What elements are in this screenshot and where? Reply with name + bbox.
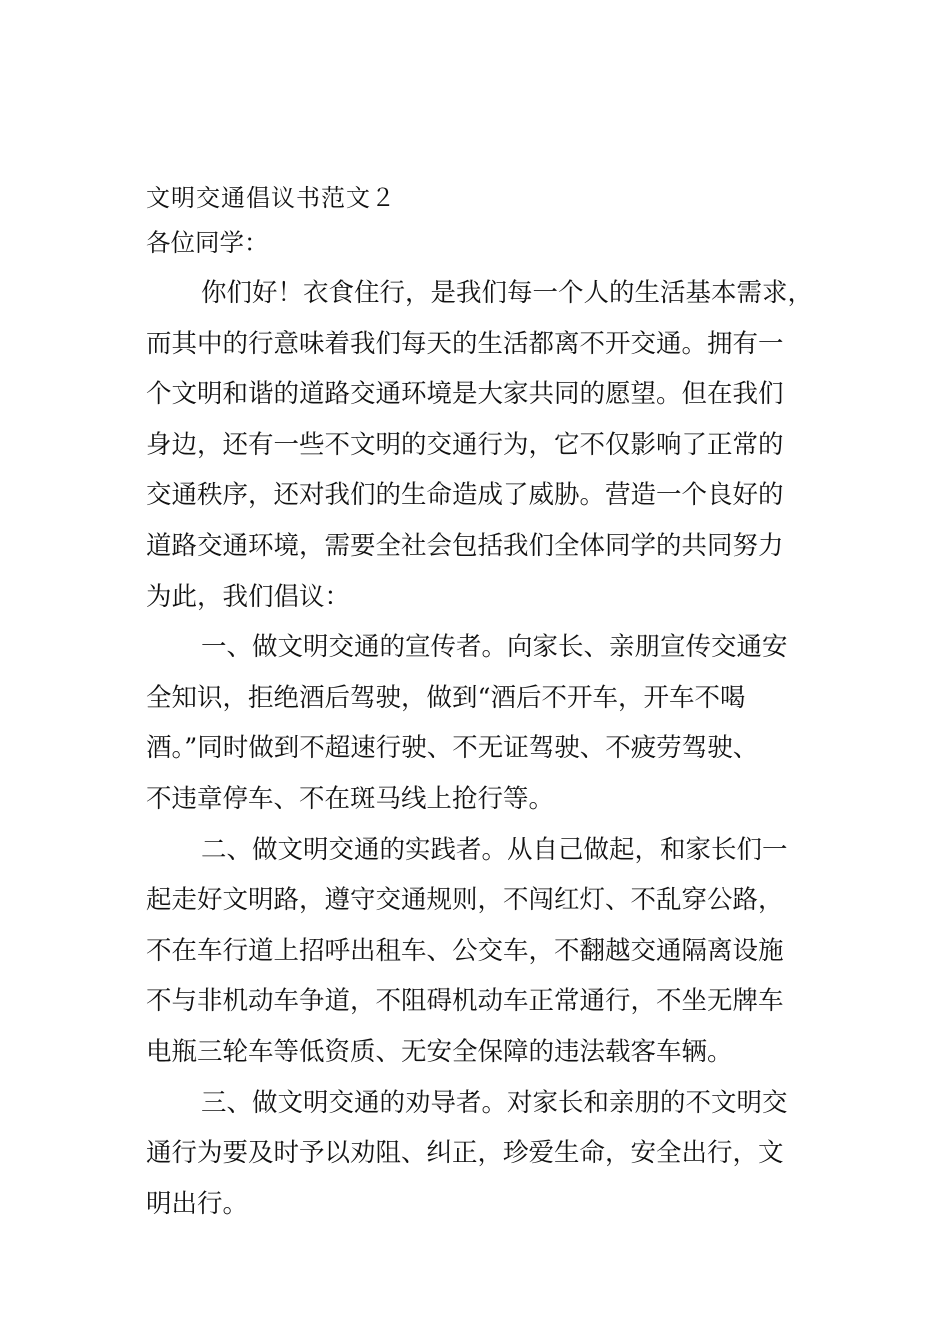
paragraph-line: 为此，我们倡议：	[146, 581, 351, 612]
paragraph-proposal-1	[146, 622, 836, 824]
paragraph-line: 三、做文明交通的劝导者。对家长和亲朋的不文明交	[201, 1087, 788, 1118]
paragraph-line: 你们好！衣食住行，是我们每一个人的生活基本需求，	[201, 278, 814, 308]
paragraph-line: 道路交通环境，需要全社会包括我们全体同学的共同努力	[146, 530, 784, 561]
paragraph-line: 一、做文明交通的宣传者。向家长、亲朋宣传交通安	[201, 632, 788, 663]
paragraph-greeting	[146, 268, 836, 622]
document-title: 文明交通倡议书范文２	[146, 184, 396, 212]
paragraph-proposal-2	[146, 825, 836, 1078]
paragraph-line: 不违章停车、不在斑马线上抢行等。	[146, 783, 555, 814]
paragraph-line: 通行为要及时予以劝阻、纠正，珍爱生命，安全出行，文	[146, 1138, 784, 1169]
paragraph-line: 酒。”同时做到不超速行驶、不无证驾驶、不疲劳驾驶、	[146, 733, 759, 764]
document-body	[146, 178, 836, 1229]
paragraph-proposal-3	[146, 1078, 836, 1230]
paragraph-line: 电瓶三轮车等低资质、无安全保障的违法载客车辆。	[146, 1036, 733, 1067]
paragraph-line: 二、做文明交通的实践者。从自己做起，和家长们一	[201, 834, 788, 865]
paragraph-line: 起走好文明路，遵守交通规则，不闯红灯、不乱穿公路，	[146, 885, 784, 916]
paragraph-line: 全知识，拒绝酒后驾驶，做到“酒后不开车，开车不喝	[146, 682, 746, 713]
paragraph-line: 交通秩序，还对我们的生命造成了威胁。营造一个良好的	[146, 480, 784, 511]
paragraph-line: 不在车行道上招呼出租车、公交车，不翻越交通隔离设施	[146, 935, 784, 966]
paragraph-line: 明出行。	[146, 1188, 249, 1219]
paragraph-line: 而其中的行意味着我们每天的生活都离不开交通。拥有一	[146, 328, 784, 359]
paragraph-line: 不与非机动车争道，不阻碍机动车正常通行，不坐无牌车	[146, 986, 784, 1017]
salutation: 各位同学：	[146, 228, 269, 257]
paragraph-line: 身边，还有一些不文明的交通行为，它不仅影响了正常的	[146, 429, 784, 460]
paragraph-line: 个文明和谐的道路交通环境是大家共同的愿望。但在我们	[146, 379, 784, 410]
